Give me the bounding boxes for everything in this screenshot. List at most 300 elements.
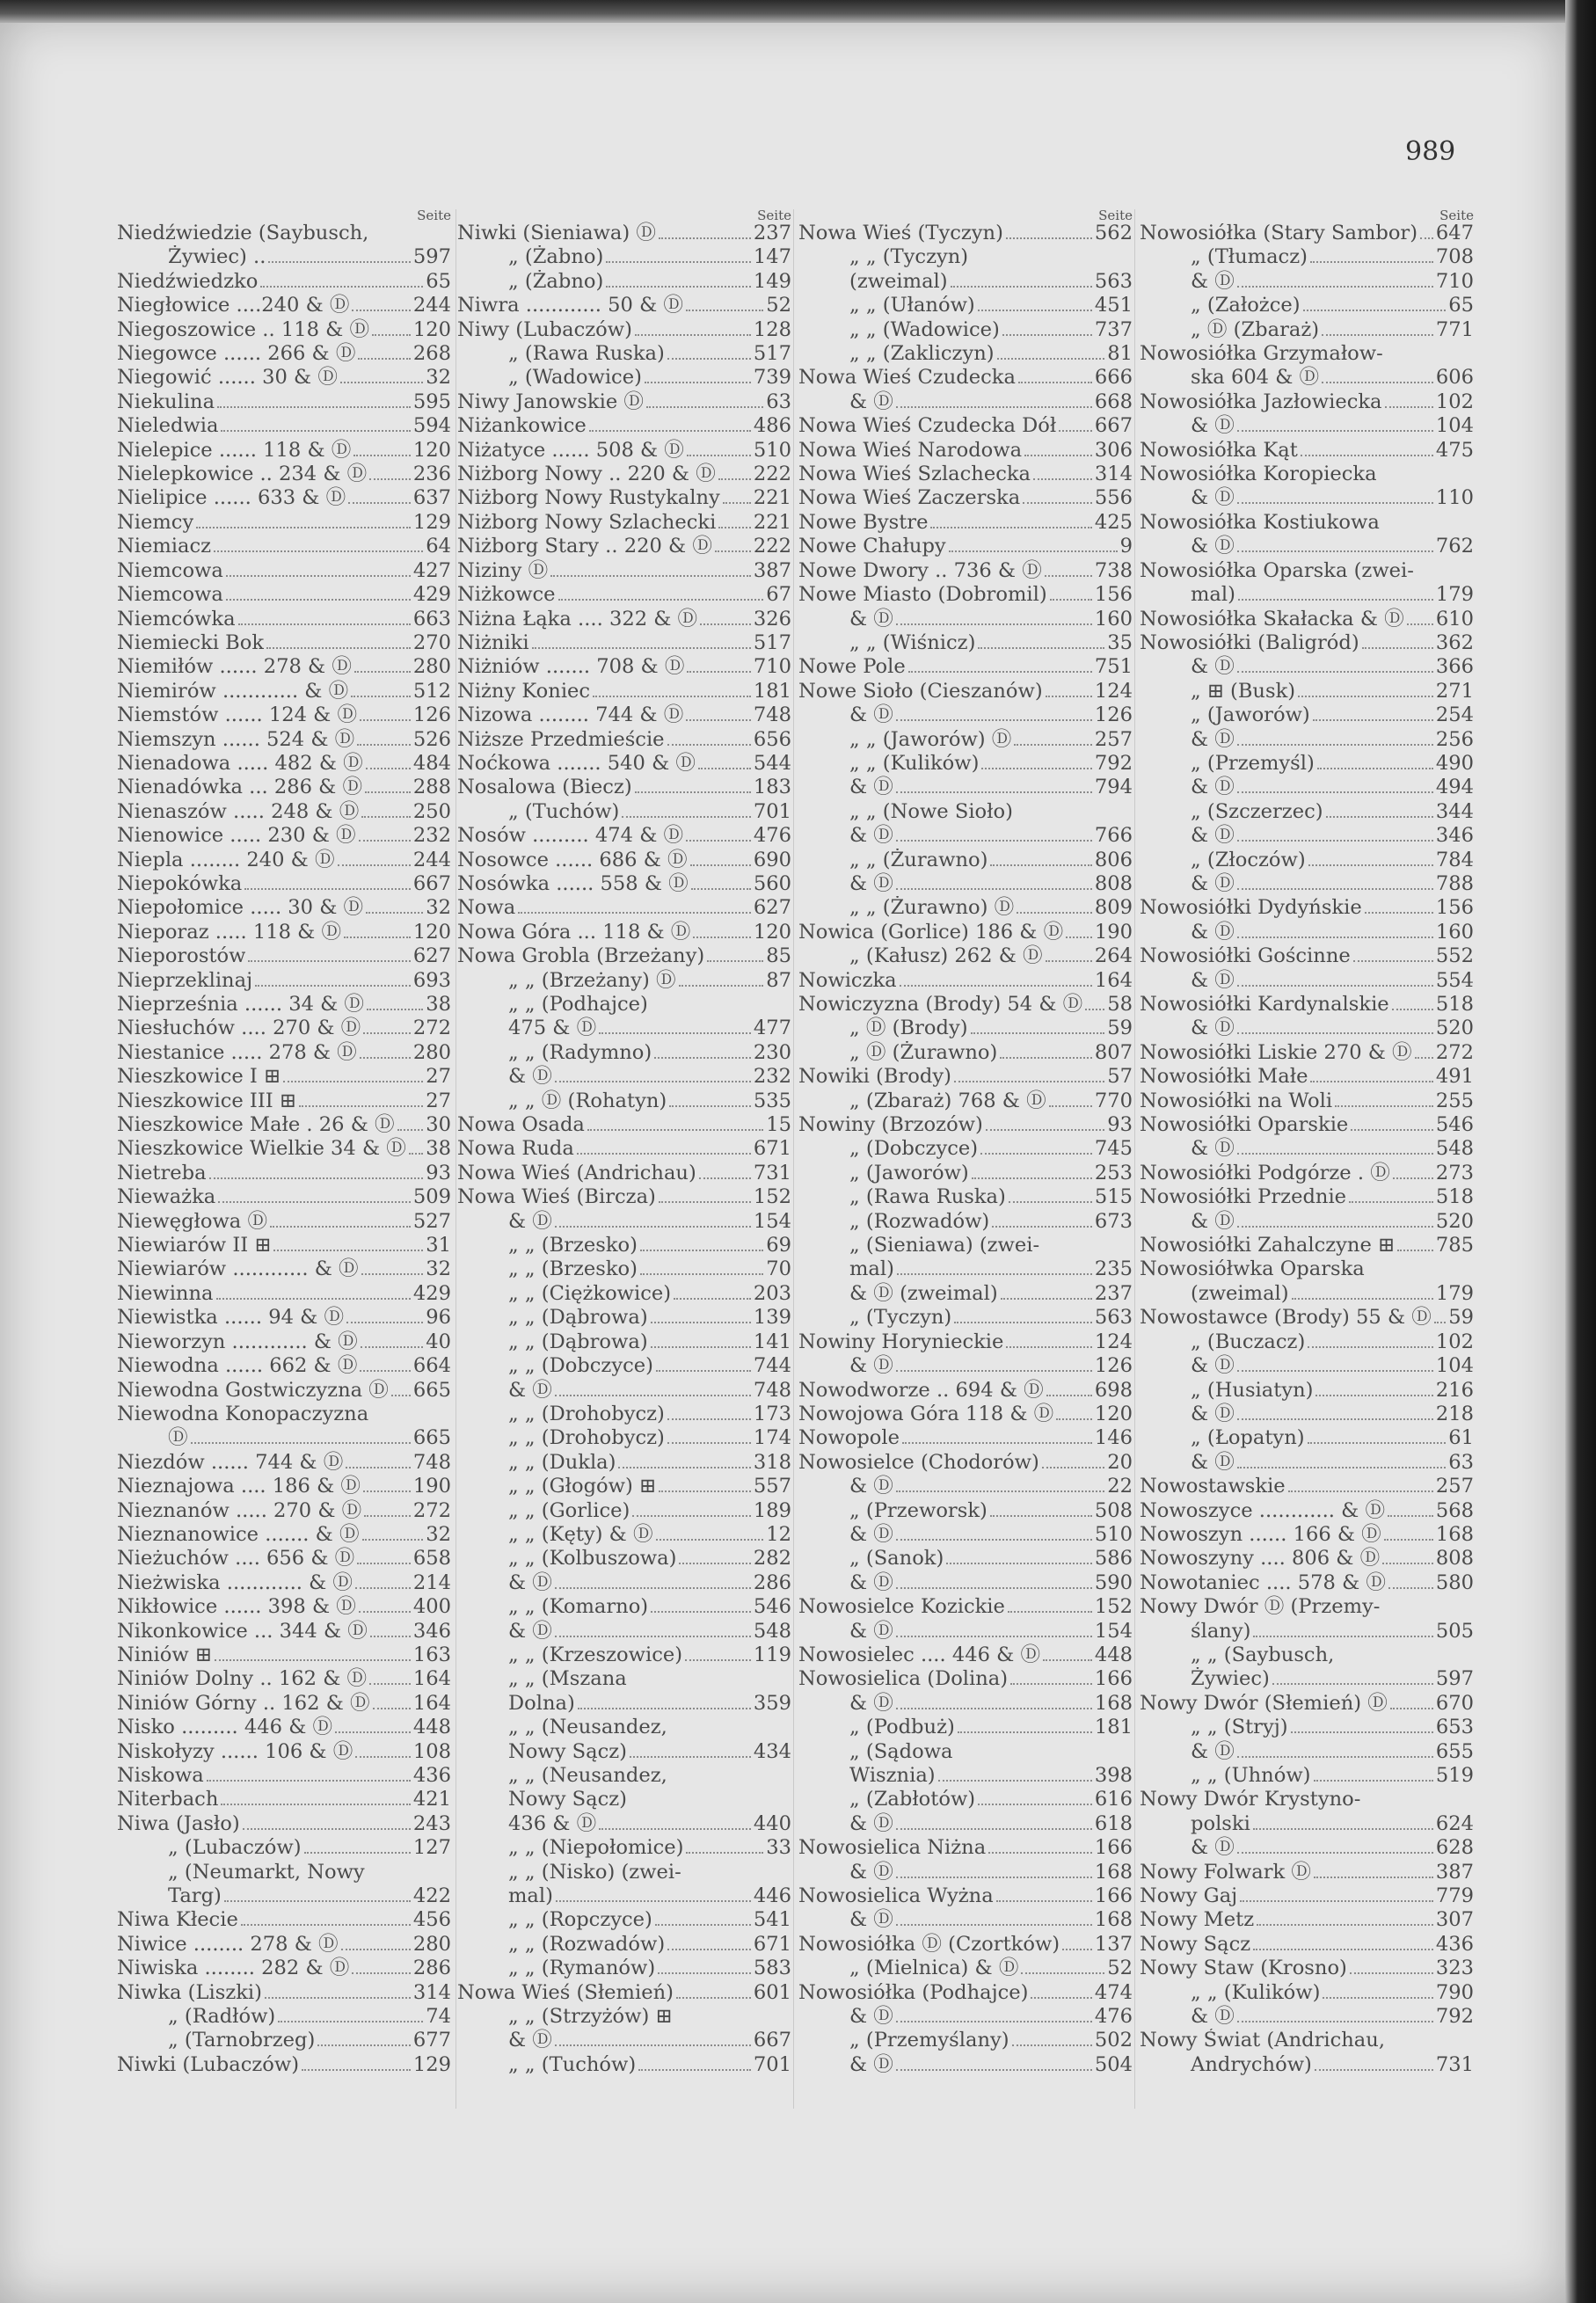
entry-page: 594 (412, 414, 451, 438)
entry-name: „ (Husiatyn) (1191, 1378, 1314, 1402)
entry-name: Żywiec) (1191, 1667, 1270, 1691)
index-entry (457, 414, 791, 438)
index-entry (457, 222, 791, 245)
index-entry (457, 1788, 791, 1811)
entry-page: 792 (1094, 751, 1133, 775)
index-entry (457, 1403, 791, 1426)
column-heading-seite: Seite (417, 208, 451, 223)
entry-page: 221 (753, 486, 791, 510)
index-entry (457, 245, 791, 269)
index-entry (798, 390, 1133, 414)
entry-page: 491 (1435, 1065, 1474, 1089)
entry-page: 508 (1094, 1498, 1133, 1522)
entry-page: 120 (412, 438, 451, 462)
leader-dots (283, 1081, 423, 1082)
index-entry (1140, 944, 1474, 968)
entry-page: 590 (1094, 1571, 1133, 1594)
leader-dots (1351, 1129, 1433, 1131)
entry-name: „ (Buczacz) (1191, 1330, 1306, 1353)
leader-dots (1237, 430, 1433, 432)
index-column-2 (457, 209, 791, 2077)
entry-page: 119 (753, 1643, 791, 1666)
entry-name: „ „ (Mszana (508, 1667, 627, 1691)
index-entry (457, 1908, 791, 1932)
entry-page: 586 (1094, 1547, 1133, 1571)
entry-name: Niewęgłowa Ⓓ (117, 1209, 268, 1233)
leader-dots (344, 937, 411, 938)
entry-name: „ „ (Żurawno) (849, 848, 988, 871)
entry-page: 436 (412, 1764, 451, 1787)
entry-name: & Ⓓ (849, 1860, 893, 1884)
index-entry (798, 703, 1133, 727)
leader-dots (335, 1731, 411, 1733)
entry-page: 173 (753, 1402, 791, 1425)
index-entry (1140, 439, 1474, 463)
leader-dots (278, 2021, 423, 2022)
leader-dots (304, 1852, 411, 1854)
entry-name: & Ⓓ (508, 1619, 552, 1643)
entry-name: Niżatyce ...... 508 & Ⓓ (457, 438, 684, 462)
index-entry (117, 872, 451, 896)
entry-page: 387 (753, 558, 791, 582)
leader-dots (992, 1226, 1092, 1228)
index-entry (117, 342, 451, 366)
index-entry (798, 1475, 1133, 1498)
entry-page: 250 (412, 799, 451, 823)
index-entry (1140, 703, 1474, 727)
leader-dots (1382, 1563, 1433, 1564)
entry-name: Niwki (Lubaczów) (117, 2052, 300, 2076)
entry-page: 515 (1094, 1185, 1133, 1209)
entry-name: Nowosiółka Kąt (1140, 438, 1298, 462)
index-entry (457, 680, 791, 703)
index-entry (457, 1475, 791, 1498)
leader-dots (1237, 1226, 1433, 1228)
entry-page: 257 (1094, 727, 1133, 751)
entry-name: & Ⓓ (849, 1691, 893, 1715)
index-entry (457, 1499, 791, 1523)
entry-name: „ (Jaworów) (1191, 703, 1310, 727)
index-entry (798, 414, 1133, 438)
leader-dots (699, 1177, 751, 1179)
entry-page: 232 (412, 824, 451, 848)
entry-page: 359 (753, 1691, 791, 1715)
entry-page: 270 (412, 630, 451, 654)
entry-page: 273 (1435, 1161, 1474, 1184)
entry-page: 475 (1435, 438, 1474, 462)
entry-page: 527 (412, 1209, 451, 1233)
index-entry (798, 680, 1133, 703)
index-entry (1140, 752, 1474, 776)
entry-name: & Ⓓ (849, 390, 893, 413)
entry-page: 597 (1435, 1667, 1474, 1691)
entry-name: Niżankowice (457, 414, 587, 438)
entry-page: 168 (1094, 1691, 1133, 1715)
entry-page: 27 (426, 1065, 451, 1089)
index-entry (1140, 1692, 1474, 1716)
leader-dots (674, 1298, 751, 1300)
entry-page: 128 (753, 317, 791, 341)
entry-name: & Ⓓ (1191, 269, 1235, 293)
index-entry (117, 2005, 451, 2029)
leader-dots (273, 1250, 423, 1251)
entry-name: „ Ⓓ (Żurawno) (849, 1040, 998, 1064)
leader-dots (676, 1997, 751, 1999)
index-entry (457, 1379, 791, 1403)
leader-dots (1237, 1852, 1433, 1854)
index-entry (1140, 1764, 1474, 1788)
index-entry (457, 969, 791, 993)
leader-dots (1237, 502, 1433, 504)
entry-name: Nowosiółka (Stary Sambor) (1140, 222, 1418, 244)
entry-page: 288 (412, 776, 451, 799)
index-entry (457, 921, 791, 944)
index-entry (798, 270, 1133, 294)
index-entry (798, 1547, 1133, 1571)
index-entry (117, 921, 451, 944)
entry-page: 658 (412, 1547, 451, 1571)
leader-dots (1062, 1949, 1092, 1950)
index-entry (117, 1764, 451, 1788)
leader-dots (718, 527, 751, 528)
entry-name: mal) (849, 1257, 894, 1281)
index-entry (1140, 680, 1474, 703)
index-entry (1140, 969, 1474, 993)
index-entry (117, 1812, 451, 1836)
entry-name: ślany) (1191, 1619, 1251, 1643)
leader-dots (679, 985, 764, 987)
leader-dots (667, 744, 751, 746)
entry-name: „ „ (Drohobycz) (508, 1426, 665, 1450)
entry-page: 22 (1107, 1475, 1133, 1498)
index-entry (1140, 342, 1474, 366)
index-entry (798, 993, 1133, 1017)
entry-page: 154 (1094, 1619, 1133, 1643)
index-entry (457, 896, 791, 920)
leader-dots (555, 1226, 751, 1228)
index-entry (457, 1836, 791, 1860)
entry-name: & Ⓓ (849, 1522, 893, 1546)
entry-name: mal) (1191, 583, 1235, 607)
entry-name: „ (Szczerzec) (1191, 799, 1323, 823)
entry-name: „ „ (Kolbuszowa) (508, 1547, 677, 1571)
index-entry (798, 1836, 1133, 1860)
entry-page: 120 (412, 920, 451, 944)
entry-page: 190 (412, 1475, 451, 1498)
entry-name: „ „ (Uhnów) (1191, 1764, 1311, 1787)
index-entry (457, 2029, 791, 2052)
entry-page: 624 (1435, 1811, 1474, 1835)
entry-page: 52 (1107, 1957, 1133, 1980)
index-entry (117, 703, 451, 727)
entry-name: Nieledwia (117, 414, 219, 438)
leader-dots (1006, 237, 1092, 239)
index-entry (457, 1740, 791, 1764)
entry-name: & Ⓓ (1191, 1739, 1235, 1763)
entry-name: „ (Radłów) (168, 2005, 276, 2029)
leader-dots (980, 1153, 1092, 1155)
entry-name: „ „ (Kęty) & Ⓓ (508, 1522, 653, 1546)
entry-page: 222 (753, 535, 791, 558)
entry-name: Nowosielce (Chodorów) (798, 1450, 1039, 1474)
leader-dots (364, 1515, 411, 1517)
index-entry (798, 1330, 1133, 1354)
index-entry (1140, 2053, 1474, 2077)
entry-name: „ (Tłumacz) (1191, 245, 1308, 269)
entry-name: Nielipice ...... 633 & Ⓓ (117, 486, 346, 510)
entry-name: „ „ (Wadowice) (849, 317, 1000, 341)
leader-dots (555, 1587, 751, 1589)
entry-name: Nowa Góra ... 118 & Ⓓ (457, 920, 691, 944)
leader-dots (1012, 2044, 1092, 2046)
entry-page: 425 (1094, 510, 1133, 534)
leader-dots (260, 286, 423, 288)
entry-page: 160 (1435, 920, 1474, 944)
entry-name: Nietreba (117, 1161, 207, 1184)
leader-dots (1049, 1105, 1092, 1107)
page-number: 989 (1405, 136, 1456, 167)
entry-page: 563 (1094, 269, 1133, 293)
leader-dots (341, 1949, 411, 1950)
entry-name: Nosowce ...... 686 & Ⓓ (457, 848, 688, 871)
index-entry (117, 1692, 451, 1716)
index-entry (1140, 222, 1474, 245)
entry-name: Niżniów ....... 708 & Ⓓ (457, 655, 685, 679)
leader-dots (1308, 1442, 1447, 1444)
entry-name: „ „ (Brzesko) (508, 1234, 638, 1257)
index-entry (1140, 896, 1474, 920)
entry-name: Nienowice ..... 230 & Ⓓ (117, 824, 356, 848)
index-entry (1140, 800, 1474, 824)
leader-dots (1313, 719, 1433, 721)
entry-name: „ „ (Dąbrowa) (508, 1330, 648, 1353)
entry-page: 665 (412, 1426, 451, 1450)
entry-page: 541 (753, 1908, 791, 1932)
entry-name: Niżborg Nowy Rustykalny (457, 486, 720, 510)
leader-dots (226, 575, 411, 577)
entry-name: Dolna) (508, 1691, 575, 1715)
index-entry (117, 824, 451, 848)
index-entry (798, 559, 1133, 583)
leader-dots (606, 286, 751, 288)
leader-dots (630, 1756, 751, 1758)
index-entry (117, 776, 451, 799)
entry-page: 655 (1435, 1739, 1474, 1763)
index-entry (1140, 872, 1474, 896)
entry-page: 271 (1435, 679, 1474, 703)
leader-dots (971, 1032, 1105, 1034)
leader-dots (1000, 1057, 1092, 1059)
entry-page: 762 (1435, 535, 1474, 558)
entry-page: 580 (1435, 1571, 1474, 1594)
entry-name: polski (1191, 1811, 1250, 1835)
leader-dots (896, 791, 1092, 793)
leader-dots (1353, 960, 1433, 962)
entry-name: Nowosielec .... 446 & Ⓓ (798, 1643, 1041, 1666)
leader-dots (687, 671, 750, 673)
entry-page: 104 (1435, 414, 1474, 438)
leader-dots (361, 1273, 424, 1275)
entry-page: 181 (1094, 1716, 1133, 1739)
entry-page: 166 (1094, 1884, 1133, 1908)
leader-dots (1308, 864, 1433, 866)
entry-name: Niedźwiedzie (Saybusch, (117, 222, 369, 244)
index-entry (457, 511, 791, 535)
index-entry (1140, 608, 1474, 631)
entry-page: 667 (753, 2029, 791, 2052)
leader-dots (659, 237, 751, 239)
index-entry (457, 559, 791, 583)
entry-name: Nowosielce Kozickie (798, 1595, 1005, 1619)
leader-dots (268, 261, 410, 263)
index-entry (117, 414, 451, 438)
entry-page: 57 (1107, 1065, 1133, 1089)
entry-page: 280 (412, 1040, 451, 1064)
leader-dots (555, 2044, 751, 2046)
leader-dots (640, 1273, 763, 1275)
index-entry (1140, 414, 1474, 438)
leader-dots (1362, 647, 1433, 649)
entry-name: & Ⓓ (1191, 1354, 1235, 1378)
entry-name: & Ⓓ (849, 1811, 893, 1835)
entry-name: Nowosielica (Dolina) (798, 1667, 1009, 1691)
entry-name: Nowostawskie (1140, 1475, 1286, 1498)
entry-name: Nowy Sącz) (508, 1788, 627, 1811)
leader-dots (558, 599, 764, 601)
leader-dots (651, 1322, 751, 1323)
entry-page: 771 (1435, 317, 1474, 341)
entry-page: 637 (412, 486, 451, 510)
leader-dots (640, 1250, 763, 1251)
entry-page: 282 (753, 1547, 791, 1571)
leader-dots (667, 1442, 751, 1444)
entry-page: 770 (1094, 1089, 1133, 1112)
entry-name: Andrychów) (1191, 2052, 1312, 2076)
index-entry (1140, 849, 1474, 872)
entry-name: Nosalowa (Biecz) (457, 776, 632, 799)
leader-dots (577, 1153, 751, 1155)
entry-name: & Ⓓ (508, 1378, 552, 1402)
index-entry (457, 608, 791, 631)
index-entry (1140, 1282, 1474, 1306)
index-entry (457, 1764, 791, 1788)
entry-page: 456 (412, 1908, 451, 1932)
entry-page: 124 (1094, 1330, 1133, 1353)
entry-page: 745 (1094, 1137, 1133, 1161)
index-entry (798, 1282, 1133, 1306)
entry-page: 32 (426, 1522, 451, 1546)
index-entry (1140, 631, 1474, 655)
entry-name: Niwiska ........ 282 & Ⓓ (117, 1957, 350, 1980)
entry-name: Niemiecki Bok (117, 630, 265, 654)
entry-page: 147 (753, 245, 791, 269)
index-entry (798, 728, 1133, 752)
index-entry (457, 824, 791, 848)
entry-name: „ „ (Podhajce) (508, 993, 648, 1016)
entry-name: & Ⓓ (1191, 824, 1235, 848)
index-entry (798, 294, 1133, 317)
index-entry (457, 1812, 791, 1836)
entry-name: „ „ (Gorlice) (508, 1498, 630, 1522)
entry-name: & Ⓓ (849, 2005, 893, 2029)
entry-name: Nieżuchów .... 656 & Ⓓ (117, 1547, 355, 1571)
leader-dots (1046, 696, 1092, 697)
entry-page: 647 (1435, 222, 1474, 244)
entry-name: Niżniki (457, 630, 529, 654)
index-entry (1140, 318, 1474, 342)
index-entry (457, 318, 791, 342)
index-entry (117, 318, 451, 342)
index-entry (1140, 294, 1474, 317)
index-entry (457, 1861, 791, 1884)
entry-page: 139 (753, 1306, 791, 1330)
leader-dots (1237, 888, 1433, 890)
leader-dots (370, 1636, 411, 1637)
index-entry (457, 1933, 791, 1957)
index-entry (117, 2053, 451, 2077)
entry-name: Niwra ............ 50 & Ⓓ (457, 294, 683, 317)
index-entry (1140, 583, 1474, 607)
index-entry (798, 583, 1133, 607)
index-entry (117, 1017, 451, 1040)
index-entry (798, 921, 1133, 944)
index-entry (798, 800, 1133, 824)
leader-dots (363, 1490, 411, 1492)
entry-page: 554 (1435, 968, 1474, 992)
entry-name: Niewiarów II ⊞ (117, 1234, 272, 1257)
entry-name: „ „ (Kulików) (849, 751, 980, 775)
leader-dots (707, 960, 763, 962)
leader-dots (351, 696, 411, 697)
entry-page: 120 (753, 920, 791, 944)
leader-dots (1237, 744, 1433, 746)
index-entry (798, 872, 1133, 896)
entry-page: 235 (1094, 1257, 1133, 1281)
entry-name: Nowosiółki (Baligród) (1140, 630, 1359, 654)
index-entry (117, 1740, 451, 1764)
index-entry (1140, 1451, 1474, 1475)
index-entry (1140, 1933, 1474, 1957)
leader-dots (1046, 1395, 1092, 1396)
leader-dots (658, 1972, 751, 1974)
entry-name: „ (Sądowa (849, 1739, 953, 1763)
entry-page: 544 (753, 751, 791, 775)
index-entry (1140, 1137, 1474, 1161)
entry-name: Nowosiółwka Oparska (1140, 1257, 1365, 1281)
entry-page: 124 (1094, 679, 1133, 703)
index-entry (1140, 1090, 1474, 1113)
entry-name: & Ⓓ (1191, 486, 1235, 510)
index-entry (1140, 1065, 1474, 1089)
entry-name: Niemcy (117, 510, 194, 534)
index-entry (457, 1113, 791, 1137)
leader-dots (1415, 1057, 1433, 1059)
index-entry (457, 1354, 791, 1378)
entry-name: „ (Kałusz) 262 & Ⓓ (849, 944, 1043, 968)
entry-name: (zweimal) (849, 269, 948, 293)
entry-page: 788 (1435, 871, 1474, 895)
leader-dots (354, 671, 411, 673)
index-entry (117, 896, 451, 920)
leader-dots (1315, 1395, 1432, 1396)
entry-name: & Ⓓ (849, 1475, 893, 1498)
index-entry (1140, 1957, 1474, 1980)
entry-name: & Ⓓ (508, 2029, 552, 2052)
index-entry (1140, 1185, 1474, 1209)
entry-name: „ „ (Żurawno) Ⓓ (849, 896, 1015, 920)
entry-page: 326 (753, 607, 791, 630)
entry-page: 670 (1435, 1691, 1474, 1715)
